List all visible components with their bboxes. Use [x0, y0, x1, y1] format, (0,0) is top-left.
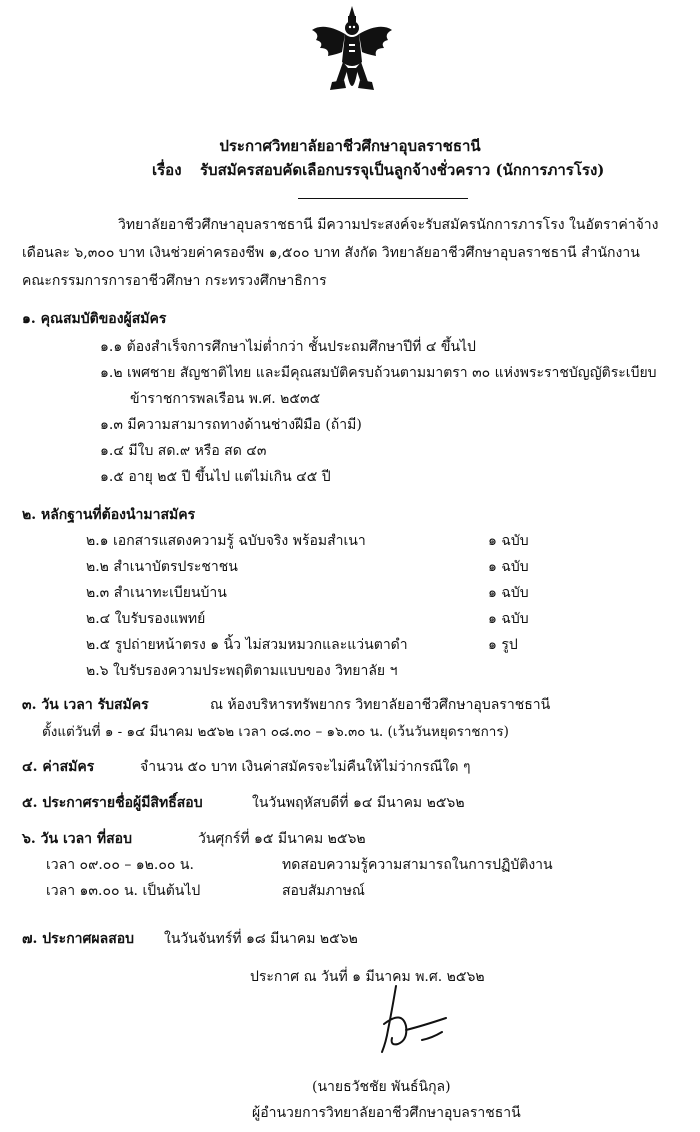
section2-item-count: ๑ ฉบับ	[488, 611, 529, 627]
intro-line-2: เดือนละ ๖,๓๐๐ บาท เงินช่วยค่าครองชีพ ๑,๕๐๐ บาท สังกัด วิทยาลัยอาชีวศึกษาอุบลราชธานี สำนักงาน	[22, 245, 640, 261]
section2-item: ๒.๕ รูปถ่ายหน้าตรง ๑ นิ้ว ไม่สวมหมวกและแว่นตาดำ	[86, 637, 408, 653]
section2-item: ๒.๖ ใบรับรองความประพฤติตามแบบของ วิทยาลัย ฯ	[86, 663, 398, 679]
section1-item: ๑.๑ ต้องสำเร็จการศึกษาไม่ต่ำกว่า ชั้นประถมศึกษาปีที่ ๔ ขึ้นไป	[100, 339, 476, 355]
section1-item-continued: ข้าราชการพลเรือน พ.ศ. ๒๕๓๕	[130, 391, 321, 407]
section2-item-count: ๑ ฉบับ	[488, 559, 529, 575]
header-divider	[298, 198, 468, 199]
section1-item: ๑.๓ มีความสามารถทางด้านช่างฝีมือ (ถ้ามี)	[100, 417, 362, 433]
section6-date: วันศุกร์ที่ ๑๕ มีนาคม ๒๕๖๒	[198, 831, 366, 847]
section5-text: ในวันพฤหัสบดีที่ ๑๔ มีนาคม ๒๕๖๒	[252, 795, 465, 811]
section1-heading: ๑. คุณสมบัติของผู้สมัคร	[22, 311, 167, 327]
section5-heading: ๕. ประกาศรายชื่อผู้มีสิทธิ์สอบ	[22, 795, 203, 811]
signature-icon	[362, 980, 452, 1060]
section6-activity: สอบสัมภาษณ์	[282, 883, 365, 899]
section2-item-count: ๑ ฉบับ	[488, 585, 529, 601]
section7-heading: ๗. ประกาศผลสอบ	[22, 931, 135, 947]
section1-item: ๑.๔ มีใบ สด.๙ หรือ สด ๔๓	[100, 443, 267, 459]
intro-line-3: คณะกรรมการการอาชีวศึกษา กระทรวงศึกษาธิการ	[22, 273, 327, 289]
section2-heading: ๒. หลักฐานที่ต้องนำมาสมัคร	[22, 507, 196, 523]
section4-text: จำนวน ๕๐ บาท เงินค่าสมัครจะไม่คืนให้ไม่ว่ากรณีใด ๆ	[140, 759, 471, 775]
section7-text: ในวันจันทร์ที่ ๑๘ มีนาคม ๒๕๖๒	[164, 931, 358, 947]
section2-item: ๒.๔ ใบรับรองแพทย์	[86, 611, 206, 627]
section6-time: เวลา ๐๙.๐๐ – ๑๒.๐๐ น.	[46, 857, 194, 873]
subject-text: รับสมัครสอบคัดเลือกบรรจุเป็นลูกจ้างชั่วคราว (นักการภารโรง)	[200, 161, 605, 179]
section1-item: ๑.๕ อายุ ๒๕ ปี ขึ้นไป แต่ไม่เกิน ๔๕ ปี	[100, 469, 331, 485]
section6-activity: ทดสอบความรู้ความสามารถในการปฏิบัติงาน	[282, 857, 553, 873]
intro-line-1: วิทยาลัยอาชีวศึกษาอุบลราชธานี มีความประสงค์จะรับสมัครนักการภารโรง ในอัตราค่าจ้าง	[118, 217, 659, 233]
announce-date: ประกาศ ณ วันที่ ๑ มีนาคม พ.ศ. ๒๕๖๒	[250, 969, 485, 985]
section3-line2: ตั้งแต่วันที่ ๑ - ๑๔ มีนาคม ๒๕๖๒ เวลา ๐๘.๓๐ – ๑๖.๓๐ น. (เว้นวันหยุดราชการ)	[42, 724, 509, 740]
section6-time: เวลา ๑๓.๐๐ น. เป็นต้นไป	[46, 883, 201, 899]
section3-heading: ๓. วัน เวลา รับสมัคร	[22, 697, 149, 713]
section3-text: ณ ห้องบริหารทรัพยากร วิทยาลัยอาชีวศึกษาอุบลราชธานี	[210, 697, 551, 713]
signer-name: (นายธวัชชัย พันธ์นิกุล)	[312, 1079, 451, 1095]
section2-item: ๒.๑ เอกสารแสดงความรู้ ฉบับจริง พร้อมสำเนา	[86, 533, 366, 549]
page-title: ประกาศวิทยาลัยอาชีวศึกษาอุบลราชธานี	[219, 137, 481, 155]
section1-item: ๑.๒ เพศชาย สัญชาติไทย และมีคุณสมบัติครบถ้วนตามมาตรา ๓๐ แห่งพระราชบัญญัติระเบียบ	[100, 365, 657, 381]
signer-title: ผู้อำนวยการวิทยาลัยอาชีวศึกษาอุบลราชธานี	[252, 1105, 521, 1121]
section4-heading: ๔. ค่าสมัคร	[22, 759, 95, 775]
section2-item: ๒.๓ สำเนาทะเบียนบ้าน	[86, 585, 227, 601]
section2-item-count: ๑ รูป	[488, 637, 518, 653]
garuda-emblem-icon	[310, 4, 394, 106]
section2-item-count: ๑ ฉบับ	[488, 533, 529, 549]
section2-item: ๒.๒ สำเนาบัตรประชาชน	[86, 559, 238, 575]
section6-heading: ๖. วัน เวลา ที่สอบ	[22, 831, 132, 847]
subject-label: เรื่อง	[152, 161, 182, 179]
